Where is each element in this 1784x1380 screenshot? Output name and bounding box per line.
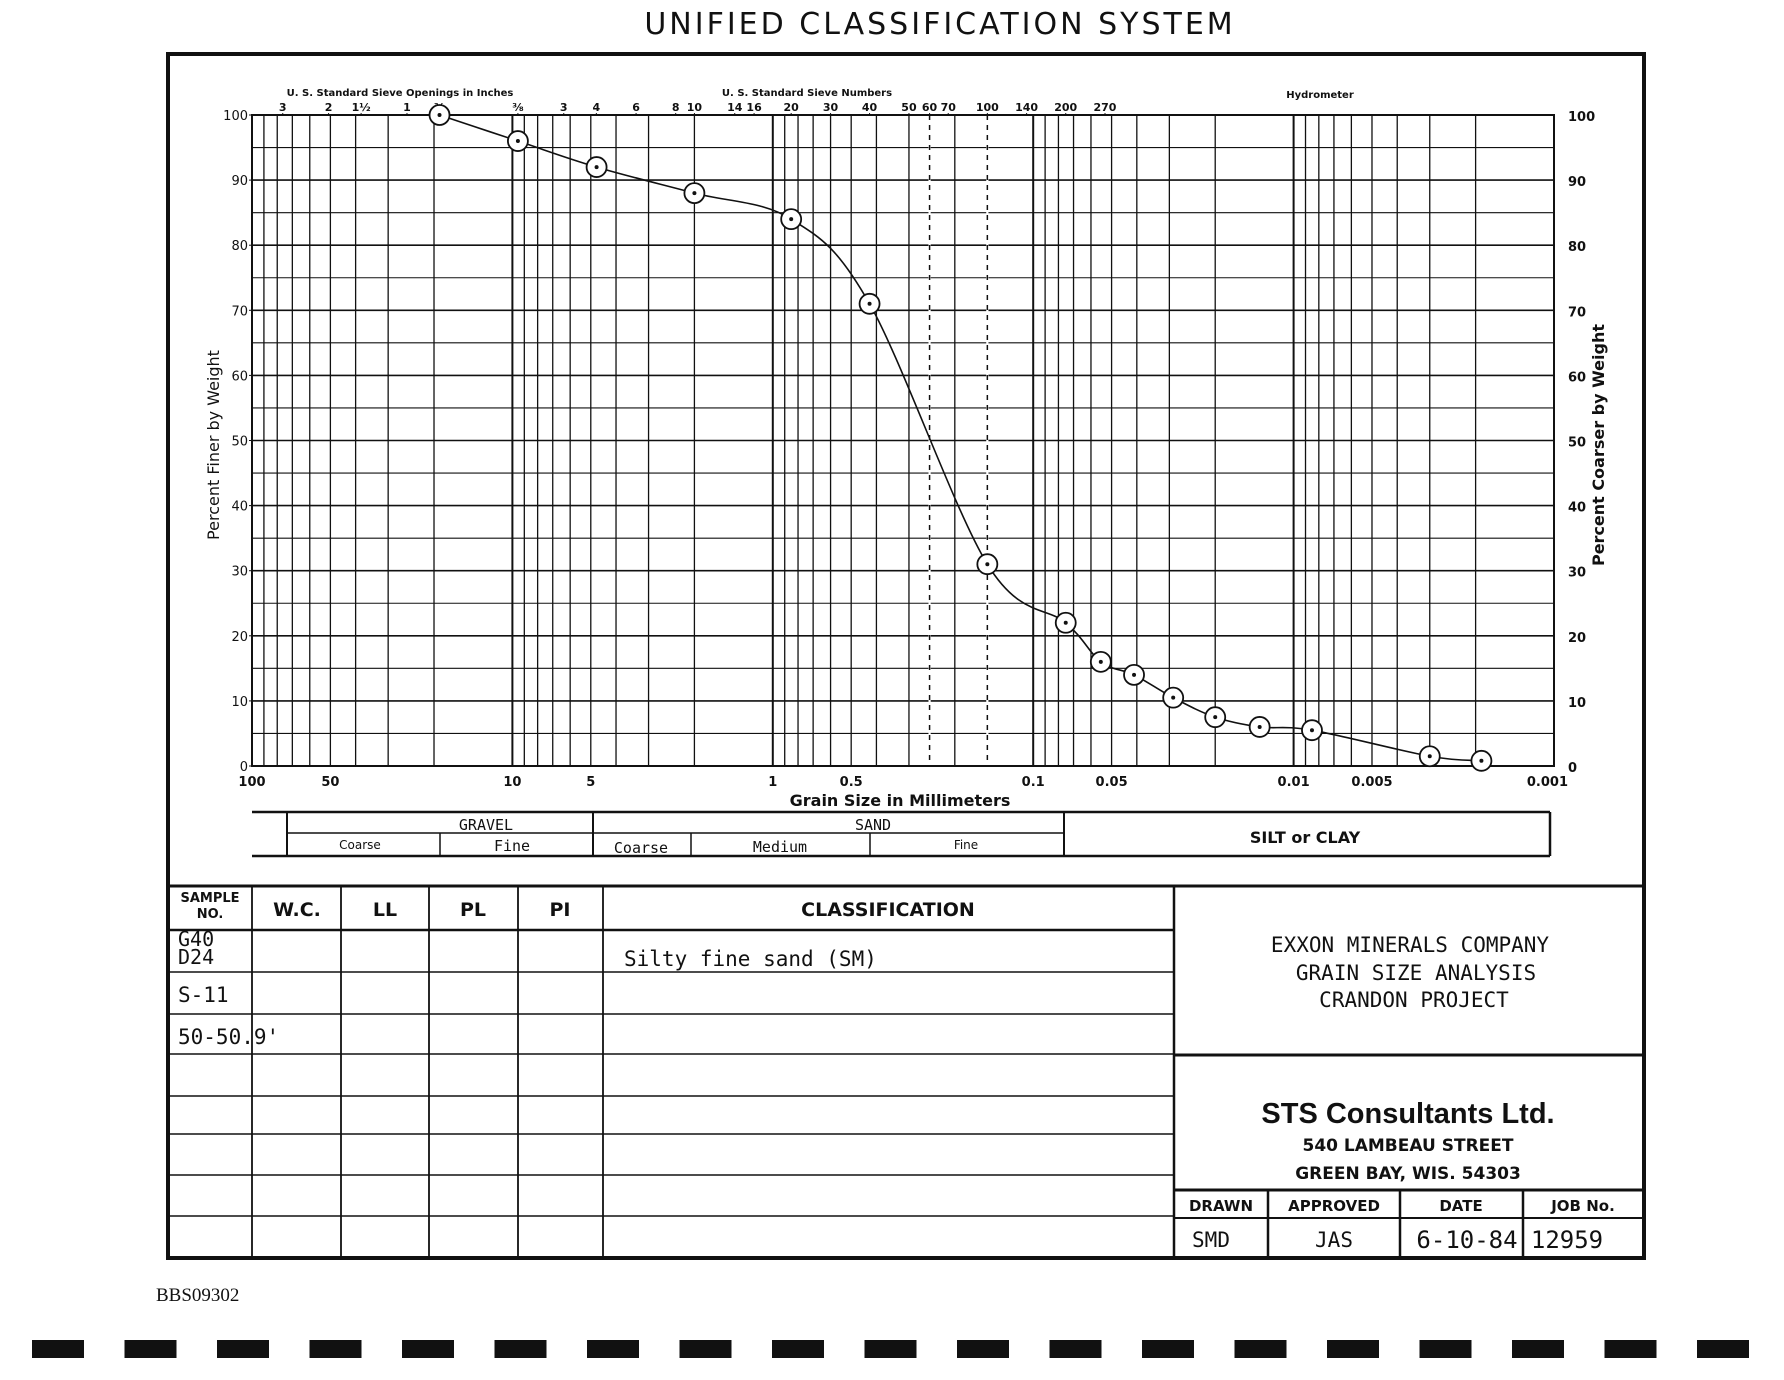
y-tick-label-right: 90 [1568,175,1587,191]
x-tick-label: 0.5 [839,775,863,790]
sample-line-g40: G40 [178,927,215,951]
footer-dash [680,1340,732,1358]
project-company: EXXON MINERALS COMPANY [1270,933,1550,957]
footer-dash [125,1340,177,1358]
y-tick-label-right: 10 [1568,695,1587,711]
data-point-dot [985,562,989,566]
data-point-dot [1258,725,1262,729]
sieve-inches-label: U. S. Standard Sieve Openings in Inches [286,88,514,99]
top-sieve-tick-label: 3 [278,101,287,114]
data-point-dot [868,302,872,306]
footer-dash [1605,1340,1657,1358]
data-point-dot [1132,673,1136,677]
band-sand-fine: Fine [953,838,979,852]
footer-dash [1327,1340,1379,1358]
top-sieve-tick-label: 20 [783,101,799,114]
y-tick-label-left: 60 [231,369,248,385]
footer-dash [1697,1340,1749,1358]
top-sieve-tick-label: 8 [671,101,680,114]
hydrometer-label: Hydrometer [1286,90,1354,101]
y-axis-label-right: Percent Coarser by Weight [1589,323,1608,567]
top-sieve-tick-label: 16 [746,101,762,114]
y-tick-label-left: 20 [231,629,248,645]
footer-dash [1235,1340,1287,1358]
y-tick-label-right: 0 [1568,761,1578,776]
sample-line-depth: 50-50.9' [178,1025,280,1049]
data-point-dot [1213,715,1217,719]
header-classification: CLASSIFICATION [801,899,975,921]
top-sieve-tick-label: 60 [921,101,938,114]
y-tick-label-left: 10 [231,694,248,710]
x-axis-ticks [238,775,1568,790]
project-name: CRANDON PROJECT [1319,988,1509,1012]
band-gravel-fine: Fine [493,837,531,855]
band-gravel-coarse: Coarse [339,838,381,852]
top-sieve-tick-label: 70 [940,101,956,114]
y-tick-label-right: 80 [1568,240,1587,256]
top-sieve-tick-label: 1 [403,101,411,114]
header-pl: PL [459,899,487,921]
top-sieve-tick-label: 30 [822,101,839,114]
y-axis-label-left: Percent Finer by Weight [204,350,223,540]
header-sample-line2: NO. [196,907,224,922]
y-tick-label-left: 90 [231,174,248,190]
y-tick-label-left: 0 [239,760,248,775]
footer-dash [957,1340,1009,1358]
footer-dash-rule [32,1340,1749,1358]
footer-dash [402,1340,454,1358]
top-sieve-tick-label: 3 [559,101,568,114]
top-sieve-tick-label: 14 [727,101,743,114]
x-tick-label: 0.001 [1526,775,1568,790]
data-point-dot [1171,696,1175,700]
approved-label: APPROVED [1288,1197,1380,1215]
header-wc: W.C. [273,899,321,921]
date-value: 6-10-84 [1416,1226,1518,1254]
x-tick-label: 0.01 [1277,775,1310,790]
data-point-dot [692,191,696,195]
y-tick-label-left: 30 [231,564,248,580]
y-tick-label-right: 40 [1568,500,1587,516]
x-tick-label: 50 [321,775,340,790]
data-point-dot [1479,759,1483,763]
top-sieve-tick-label: 1½ [351,101,371,114]
consultant-street: 540 LAMBEAU STREET [1302,1136,1514,1156]
x-tick-label: 10 [503,775,522,790]
approved-value: JAS [1315,1228,1353,1252]
y-tick-label-right: 100 [1568,110,1596,125]
header-sample-line1: SAMPLE [180,891,240,906]
x-tick-label: 0.1 [1021,775,1045,790]
data-point-dot [516,139,520,143]
project-block [1174,933,1644,1055]
footer-dash [1142,1340,1194,1358]
band-sand-coarse: Coarse [613,839,669,857]
drawn-label: DRAWN [1188,1197,1254,1215]
footer-code: BBS09302 [156,1285,240,1306]
x-tick-label: 1 [768,775,778,790]
y-tick-label-left: 70 [231,304,248,320]
x-tick-label: 0.005 [1351,775,1393,790]
y-tick-label-right: 50 [1568,435,1587,451]
data-points [430,105,1492,771]
x-axis-label: Grain Size in Millimeters [789,791,1011,810]
top-sieve-tick-label: 40 [861,101,878,114]
sample-line-d24: D24 [178,945,215,969]
footer-dash [310,1340,362,1358]
y-tick-label-left: 100 [223,109,248,124]
y-tick-label-left: 50 [231,434,248,450]
y-tick-label-left: 40 [231,499,248,515]
top-sieve-tick-label: 200 [1054,101,1078,114]
band-gravel: GRAVEL [458,816,514,834]
footer-dash [1512,1340,1564,1358]
top-sieve-tick-label: 2 [324,101,333,114]
data-point-dot [595,165,599,169]
consultant-block [1261,1098,1554,1184]
top-sieve-tick-label: ⅜ [512,101,524,114]
header-sample-no: SAMPLE NO. [0,0,7,1]
sieve-numbers-label: U. S. Standard Sieve Numbers [721,88,893,99]
y-tick-label-right: 70 [1568,305,1587,321]
top-sieve-tick-label: 50 [901,101,917,114]
footer-dash [772,1340,824,1358]
date-label: DATE [1439,1197,1483,1215]
y-tick-label-right: 20 [1568,630,1587,646]
header-pi: PI [549,899,571,921]
top-sieve-tick-label: 270 [1093,101,1117,114]
footer-dash [587,1340,639,1358]
classification-value: Silty fine sand (SM) [624,947,877,971]
soil-bands [252,812,1550,857]
top-sieve-tick-label: 100 [975,101,999,114]
gradation-curve [440,115,1482,761]
footer-dash [495,1340,547,1358]
top-sieve-tick-label: 4 [592,101,601,114]
x-tick-label: 0.05 [1095,775,1128,790]
signoff-block [1174,1190,1644,1258]
footer-dash [217,1340,269,1358]
project-analysis: GRAIN SIZE ANALYSIS [1295,961,1537,985]
top-sieve-tick-label: 140 [1015,101,1039,114]
data-point-dot [1428,754,1432,758]
band-sand-medium: Medium [752,838,808,856]
footer-dash [865,1340,917,1358]
consultant-name: STS Consultants Ltd. [1261,1098,1555,1130]
band-silt-clay: SILT or CLAY [1249,828,1361,847]
data-point-dot [1310,728,1314,732]
footer-dash [1050,1340,1102,1358]
drawn-value: SMD [1192,1228,1230,1252]
y-tick-label-left: 80 [231,239,248,255]
x-tick-label: 5 [586,775,596,790]
data-point-dot [1064,621,1068,625]
sample-line-s11: S-11 [178,983,229,1007]
data-point-dot [1099,660,1103,664]
sheet-border [168,54,1644,1258]
job-label: JOB No. [1551,1197,1615,1215]
data-point-dot [438,113,442,117]
x-tick-label: 100 [238,775,266,790]
page-title: UNIFIED CLASSIFICATION SYSTEM [644,7,1236,42]
y-tick-label-right: 30 [1568,565,1587,581]
top-sieve-ticks [279,101,1117,115]
consultant-city: GREEN BAY, WIS. 54303 [1295,1164,1521,1184]
top-sieve-tick-label: 6 [632,101,640,114]
header-ll: LL [372,899,398,921]
job-value: 12959 [1530,1226,1604,1254]
footer-dash [32,1340,84,1358]
top-sieve-tick-label: 10 [686,101,703,114]
footer-dash [1420,1340,1472,1358]
band-sand: SAND [854,816,892,834]
data-point-dot [789,217,793,221]
chart-grid [252,115,1554,766]
y-tick-label-right: 60 [1568,370,1587,386]
